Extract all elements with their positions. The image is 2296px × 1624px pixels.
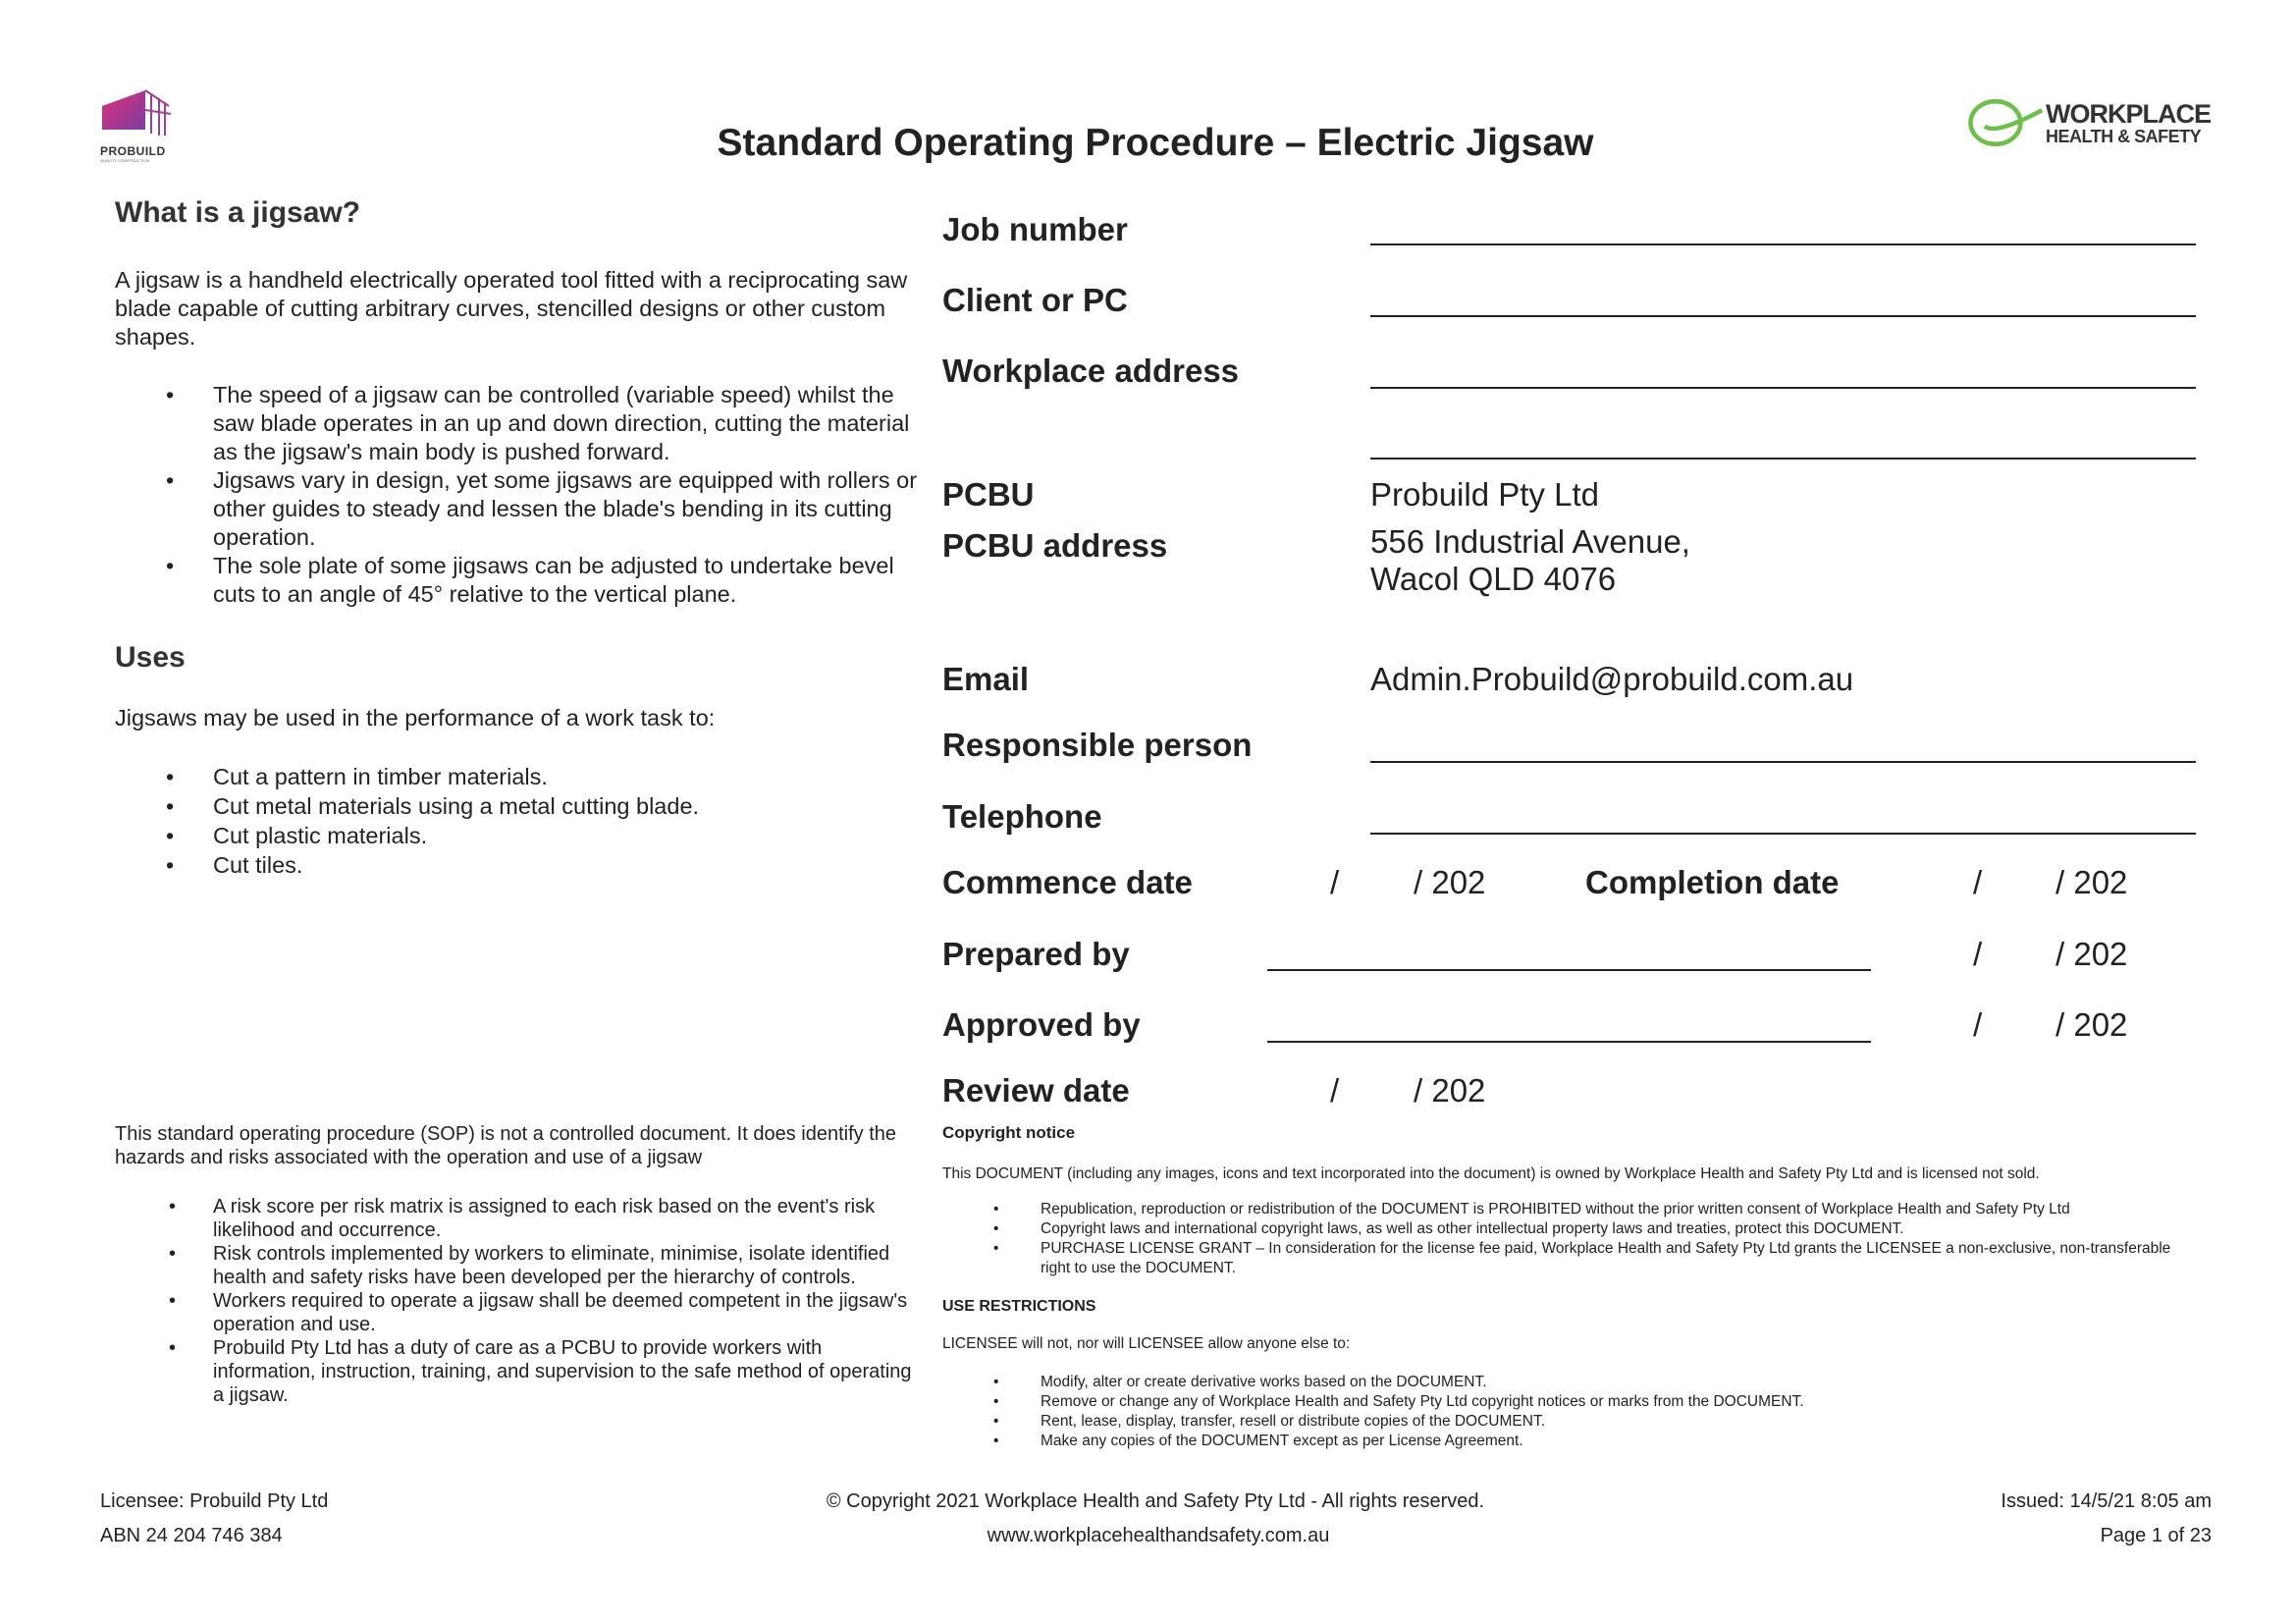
prepared-date-slash[interactable]: / (1973, 936, 1983, 972)
list-item: • Make any copies of the DOCUMENT except as per License Agreement. (942, 1432, 2189, 1451)
what-bullets (115, 381, 920, 609)
list-item: • Cut plastic materials. (115, 821, 920, 850)
list-item: • Risk controls implemented by workers to eliminate, minimise, isolate identified health and safety risks have been developed per the hierarchy of controls. (115, 1242, 915, 1289)
what-heading: What is a jigsaw? (115, 196, 361, 229)
probuild-logo: PROBUILD QUALITY CONSTRUCTION (100, 88, 175, 157)
list-item: • PURCHASE LICENSE GRANT – In consideration for the license fee paid, Workplace Health and Safety Pty Ltd grants the LICENSEE a non-exclusive, non-transferable right to use the DOCUMENT. (942, 1239, 2189, 1278)
footer-copyright: © Copyright 2021 Workplace Health and Safety Pty Ltd - All rights reserved. (826, 1490, 1485, 1512)
list-item: • Modify, alter or create derivative works based on the DOCUMENT. (942, 1373, 2189, 1392)
uses-paragraph: Jigsaws may be used in the performance of a work task to: (115, 705, 716, 731)
approved-by-field[interactable] (1267, 1041, 1871, 1043)
list-item: • A risk score per risk matrix is assigned to each risk based on the event's risk likelihood and occurrence. (115, 1195, 915, 1242)
list-item: • The speed of a jigsaw can be controlled (variable speed) whilst the saw blade operates in an up and down direction, cutting the material as the jigsaw's main body is pushed forward. (115, 381, 920, 466)
job-number-label: Job number (942, 211, 1128, 247)
workplace-address-field[interactable] (1370, 387, 2196, 389)
uses-heading: Uses (115, 641, 186, 674)
sop-paragraph: This standard operating procedure (SOP) is not a controlled document. It does identify the hazards and risks associated with the operation and use of a jigsaw (115, 1123, 896, 1168)
page-title: Standard Operating Procedure – Electric Jigsaw (717, 122, 1594, 164)
copyright-paragraph: This DOCUMENT (including any images, icons and text incorporated into the document) is owned by Workplace Health and Safety Pty Ltd and is licensed not sold. (942, 1165, 2040, 1182)
commence-date-year[interactable]: / 202 (1414, 864, 1486, 900)
completion-date-slash[interactable]: / (1973, 864, 1983, 900)
telephone-field[interactable] (1370, 833, 2196, 835)
completion-date-label: Completion date (1585, 864, 1840, 900)
use-restrictions-paragraph: LICENSEE will not, nor will LICENSEE allow anyone else to: (942, 1335, 1351, 1352)
client-label: Client or PC (942, 282, 1128, 318)
prepared-by-label: Prepared by (942, 936, 1130, 972)
telephone-label: Telephone (942, 798, 1102, 835)
review-date-year[interactable]: / 202 (1414, 1072, 1486, 1109)
prepared-by-field[interactable] (1267, 969, 1871, 971)
list-item: • Probuild Pty Ltd has a duty of care as a PCBU to provide workers with information, instruction, training, and supervision to the safe method of operating a jigsaw. (115, 1336, 915, 1407)
list-item: • Remove or change any of Workplace Health and Safety Pty Ltd copyright notices or marks from the DOCUMENT. (942, 1392, 2189, 1412)
workplace-address-label: Workplace address (942, 352, 1240, 389)
use-restrictions-heading: USE RESTRICTIONS (942, 1298, 1096, 1315)
workplace-address-field-2[interactable] (1370, 458, 2196, 460)
list-item: • Rent, lease, display, transfer, resell or distribute copies of the DOCUMENT. (942, 1412, 2189, 1432)
commence-date-label: Commence date (942, 864, 1193, 900)
email-label: Email (942, 661, 1030, 697)
pcbu-address-line1: 556 Industrial Avenue, (1370, 523, 1690, 560)
copyright-heading: Copyright notice (942, 1123, 1076, 1142)
workplace-health-safety-logo: WORKPLACE HEALTH & SAFETY (1965, 91, 2211, 154)
responsible-person-label: Responsible person (942, 727, 1253, 763)
list-item: • Republication, reproduction or redistribution of the DOCUMENT is PROHIBITED without the prior written consent of Workplace Health and Safety Pty Ltd (942, 1200, 2189, 1219)
approved-by-label: Approved by (942, 1006, 1141, 1043)
list-item: • Cut a pattern in timber materials. (115, 762, 920, 791)
review-date-label: Review date (942, 1072, 1130, 1109)
use-restrictions-bullets (942, 1373, 2189, 1451)
client-field[interactable] (1370, 315, 2196, 317)
approved-date-slash[interactable]: / (1973, 1006, 1983, 1043)
review-date-slash[interactable]: / (1330, 1072, 1340, 1109)
approved-date-year[interactable]: / 202 (2056, 1006, 2128, 1043)
list-item: • Cut metal materials using a metal cutting blade. (115, 791, 920, 821)
pcbu-address-line2: Wacol QLD 4076 (1370, 561, 1617, 597)
copyright-bullets (942, 1200, 2189, 1278)
list-item: • Jigsaws vary in design, yet some jigsaws are equipped with rollers or other guides to steady and lessen the blade's bending in its cutting operation. (115, 466, 920, 552)
footer-licensee: Licensee: Probuild Pty Ltd (100, 1490, 329, 1512)
prepared-date-year[interactable]: / 202 (2056, 936, 2128, 972)
completion-date-year[interactable]: / 202 (2056, 864, 2128, 900)
pcbu-label: PCBU (942, 476, 1035, 513)
job-number-field[interactable] (1370, 244, 2196, 245)
pcbu-address-label: PCBU address (942, 527, 1168, 564)
list-item: • The sole plate of some jigsaws can be adjusted to undertake bevel cuts to an angle of 45° relative to the vertical plane. (115, 552, 920, 609)
footer-issued: Issued: 14/5/21 8:05 am (2001, 1490, 2212, 1512)
footer-abn: ABN 24 204 746 384 (100, 1525, 283, 1546)
list-item: • Workers required to operate a jigsaw shall be deemed competent in the jigsaw's operation and use. (115, 1289, 915, 1336)
uses-bullets (115, 762, 920, 880)
footer-website[interactable]: www.workplacehealthandsafety.com.au (987, 1525, 1330, 1546)
list-item: • Cut tiles. (115, 850, 920, 880)
sop-bullets (115, 1195, 915, 1407)
what-paragraph: A jigsaw is a handheld electrically operated tool fitted with a reciprocating saw blade capable of cutting arbitrary curves, stencilled designs or other custom shapes. (115, 267, 908, 350)
email-value: Admin.Probuild@probuild.com.au (1370, 661, 1854, 697)
responsible-person-field[interactable] (1370, 761, 2196, 763)
list-item: • Copyright laws and international copyright laws, as well as other intellectual property laws and treaties, protect this DOCUMENT. (942, 1219, 2189, 1239)
pcbu-value: Probuild Pty Ltd (1370, 476, 1599, 513)
commence-date-slash[interactable]: / (1330, 864, 1340, 900)
footer-page-number: Page 1 of 23 (2100, 1525, 2212, 1546)
